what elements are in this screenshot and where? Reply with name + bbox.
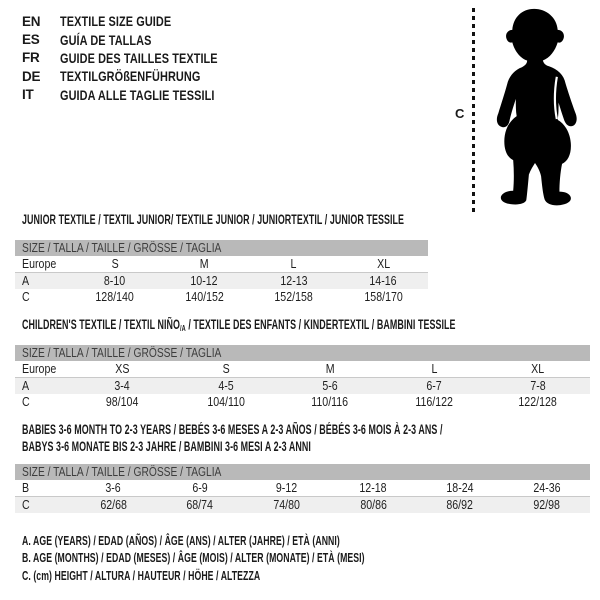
table-cell: 5-6 <box>278 378 382 395</box>
children-title-pre: CHILDREN'S TEXTILE / TEXTIL NIÑO <box>22 317 181 332</box>
table-cell: 24-36 <box>503 480 590 497</box>
table-cell: M <box>160 256 250 273</box>
footnote-c: C. (cm) HEIGHT / ALTURA / HAUTEUR / HÖHE / ALTEZZA <box>22 567 261 583</box>
table-cell: 4-5 <box>174 378 278 395</box>
height-measure-label: C <box>455 106 465 121</box>
lang-row-en <box>22 12 262 30</box>
table-cell: 116/122 <box>415 395 453 409</box>
children-title-sub: /A <box>180 323 186 333</box>
lang-code: FR <box>22 50 40 66</box>
table-cell: 68/74 <box>157 497 244 514</box>
table-cell: 12-13 <box>249 273 339 290</box>
size-header-cell: SIZE / TALLA / TAILLE / GRÖSSE / TAGLIA <box>15 464 590 480</box>
row-label-cell: C <box>22 290 30 304</box>
row-label-cell: A <box>15 378 70 395</box>
footnotes <box>22 533 533 585</box>
baby-silhouette-icon <box>487 6 583 207</box>
lang-code: IT <box>22 87 34 103</box>
table-cell: 158/170 <box>364 290 403 304</box>
table-row <box>15 497 590 514</box>
table-cell: 62/68 <box>70 497 157 514</box>
junior-table-title: JUNIOR TEXTILE / TEXTIL JUNIOR/ TEXTILE JUNIOR / JUNIORTEXTIL / JUNIOR TESSILE <box>22 212 405 227</box>
table-cell: 122/128 <box>518 395 558 409</box>
babies-title-line2: BABYS 3-6 MONATE BIS 2-3 JAHRE / BAMBINI 3-6 MESI A 2-3 ANNI <box>22 438 311 454</box>
children-title-post: / TEXTILE DES ENFANTS / KINDERTEXTIL / BAMBINI TESSILE <box>185 317 456 332</box>
table-row <box>15 256 428 273</box>
row-label-cell: C <box>15 497 70 514</box>
lang-row-es <box>22 30 262 48</box>
table-cell: 104/110 <box>207 395 245 409</box>
lang-title: GUIDA ALLE TAGLIE TESSILI <box>60 86 215 103</box>
lang-code: EN <box>22 13 41 29</box>
size-header-cell: SIZE / TALLA / TAILLE / GRÖSSE / TAGLIA <box>15 345 590 361</box>
lang-title: GUÍA DE TALLAS <box>60 31 152 48</box>
table-cell: 128/140 <box>95 290 134 304</box>
table-cell: 74/80 <box>243 497 330 514</box>
children-size-table <box>15 345 590 410</box>
lang-title: TEXTILE SIZE GUIDE <box>60 13 172 30</box>
table-cell: XL <box>339 256 429 273</box>
row-label-cell: C <box>22 395 30 409</box>
table-cell: 10-12 <box>160 273 250 290</box>
table-cell: L <box>382 361 486 378</box>
table-cell: S <box>174 361 278 378</box>
lang-row-fr <box>22 49 262 67</box>
table-cell: 9-12 <box>243 480 330 497</box>
table-cell: 152/158 <box>274 290 313 304</box>
row-label-cell: B <box>15 480 70 497</box>
babies-title-line1: BABIES 3-6 MONTH TO 2-3 YEARS / BEBÉS 3-6 MESES A 2-3 AÑOS / BÉBÉS 3-6 MOIS À 2-3 ANS / <box>22 422 443 437</box>
row-label-cell: Europe <box>15 256 70 273</box>
size-header-row <box>15 345 590 361</box>
table-cell: 12-18 <box>330 480 417 497</box>
table-cell: 3-4 <box>70 378 174 395</box>
size-header-row <box>15 240 428 256</box>
lang-row-it <box>22 86 262 104</box>
table-cell: 80/86 <box>330 497 417 514</box>
table-row <box>15 394 590 410</box>
table-row <box>15 480 590 497</box>
table-cell: L <box>249 256 339 273</box>
size-header-cell: SIZE / TALLA / TAILLE / GRÖSSE / TAGLIA <box>15 240 428 256</box>
table-cell: 140/152 <box>185 290 224 304</box>
table-cell: 18-24 <box>417 480 504 497</box>
lang-code: DE <box>22 68 41 84</box>
table-cell: 6-9 <box>157 480 244 497</box>
height-dashed-line <box>472 8 475 212</box>
table-row <box>15 361 590 378</box>
table-cell: 7-8 <box>486 378 590 395</box>
table-row <box>15 273 428 290</box>
lang-title: GUIDE DES TAILLES TEXTILE <box>60 49 218 66</box>
lang-title: TEXTILGRÖßENFÜHRUNG <box>60 68 201 85</box>
footnote-a: A. AGE (YEARS) / EDAD (AÑOS) / ÂGE (ANS) / ALTER (JAHRE) / ETÀ (ANNI) <box>22 533 340 548</box>
table-cell: 86/92 <box>417 497 504 514</box>
babies-table-title <box>22 422 442 455</box>
children-table-title <box>22 317 456 333</box>
lang-row-de <box>22 67 262 85</box>
table-cell: M <box>278 361 382 378</box>
table-cell: XS <box>70 361 174 378</box>
table-cell: 6-7 <box>382 378 486 395</box>
junior-size-table <box>15 240 428 305</box>
table-cell: 110/116 <box>311 395 349 409</box>
table-cell: 14-16 <box>339 273 429 290</box>
footnote-b: B. AGE (MONTHS) / EDAD (MESES) / ÂGE (MOIS) / ALTER (MONATE) / ETÀ (MESI) <box>22 550 365 566</box>
babies-size-table <box>15 464 590 513</box>
table-cell: 3-6 <box>70 480 157 497</box>
size-header-row <box>15 464 590 480</box>
table-cell: 8-10 <box>70 273 160 290</box>
table-cell: XL <box>486 361 590 378</box>
row-label-cell: Europe <box>15 361 70 378</box>
lang-code: ES <box>22 32 40 48</box>
row-label-cell: A <box>15 273 70 290</box>
table-row <box>15 289 428 305</box>
table-row <box>15 378 590 395</box>
language-header <box>22 12 262 104</box>
table-cell: 92/98 <box>503 497 590 514</box>
table-cell: S <box>70 256 160 273</box>
table-cell: 98/104 <box>105 395 139 409</box>
